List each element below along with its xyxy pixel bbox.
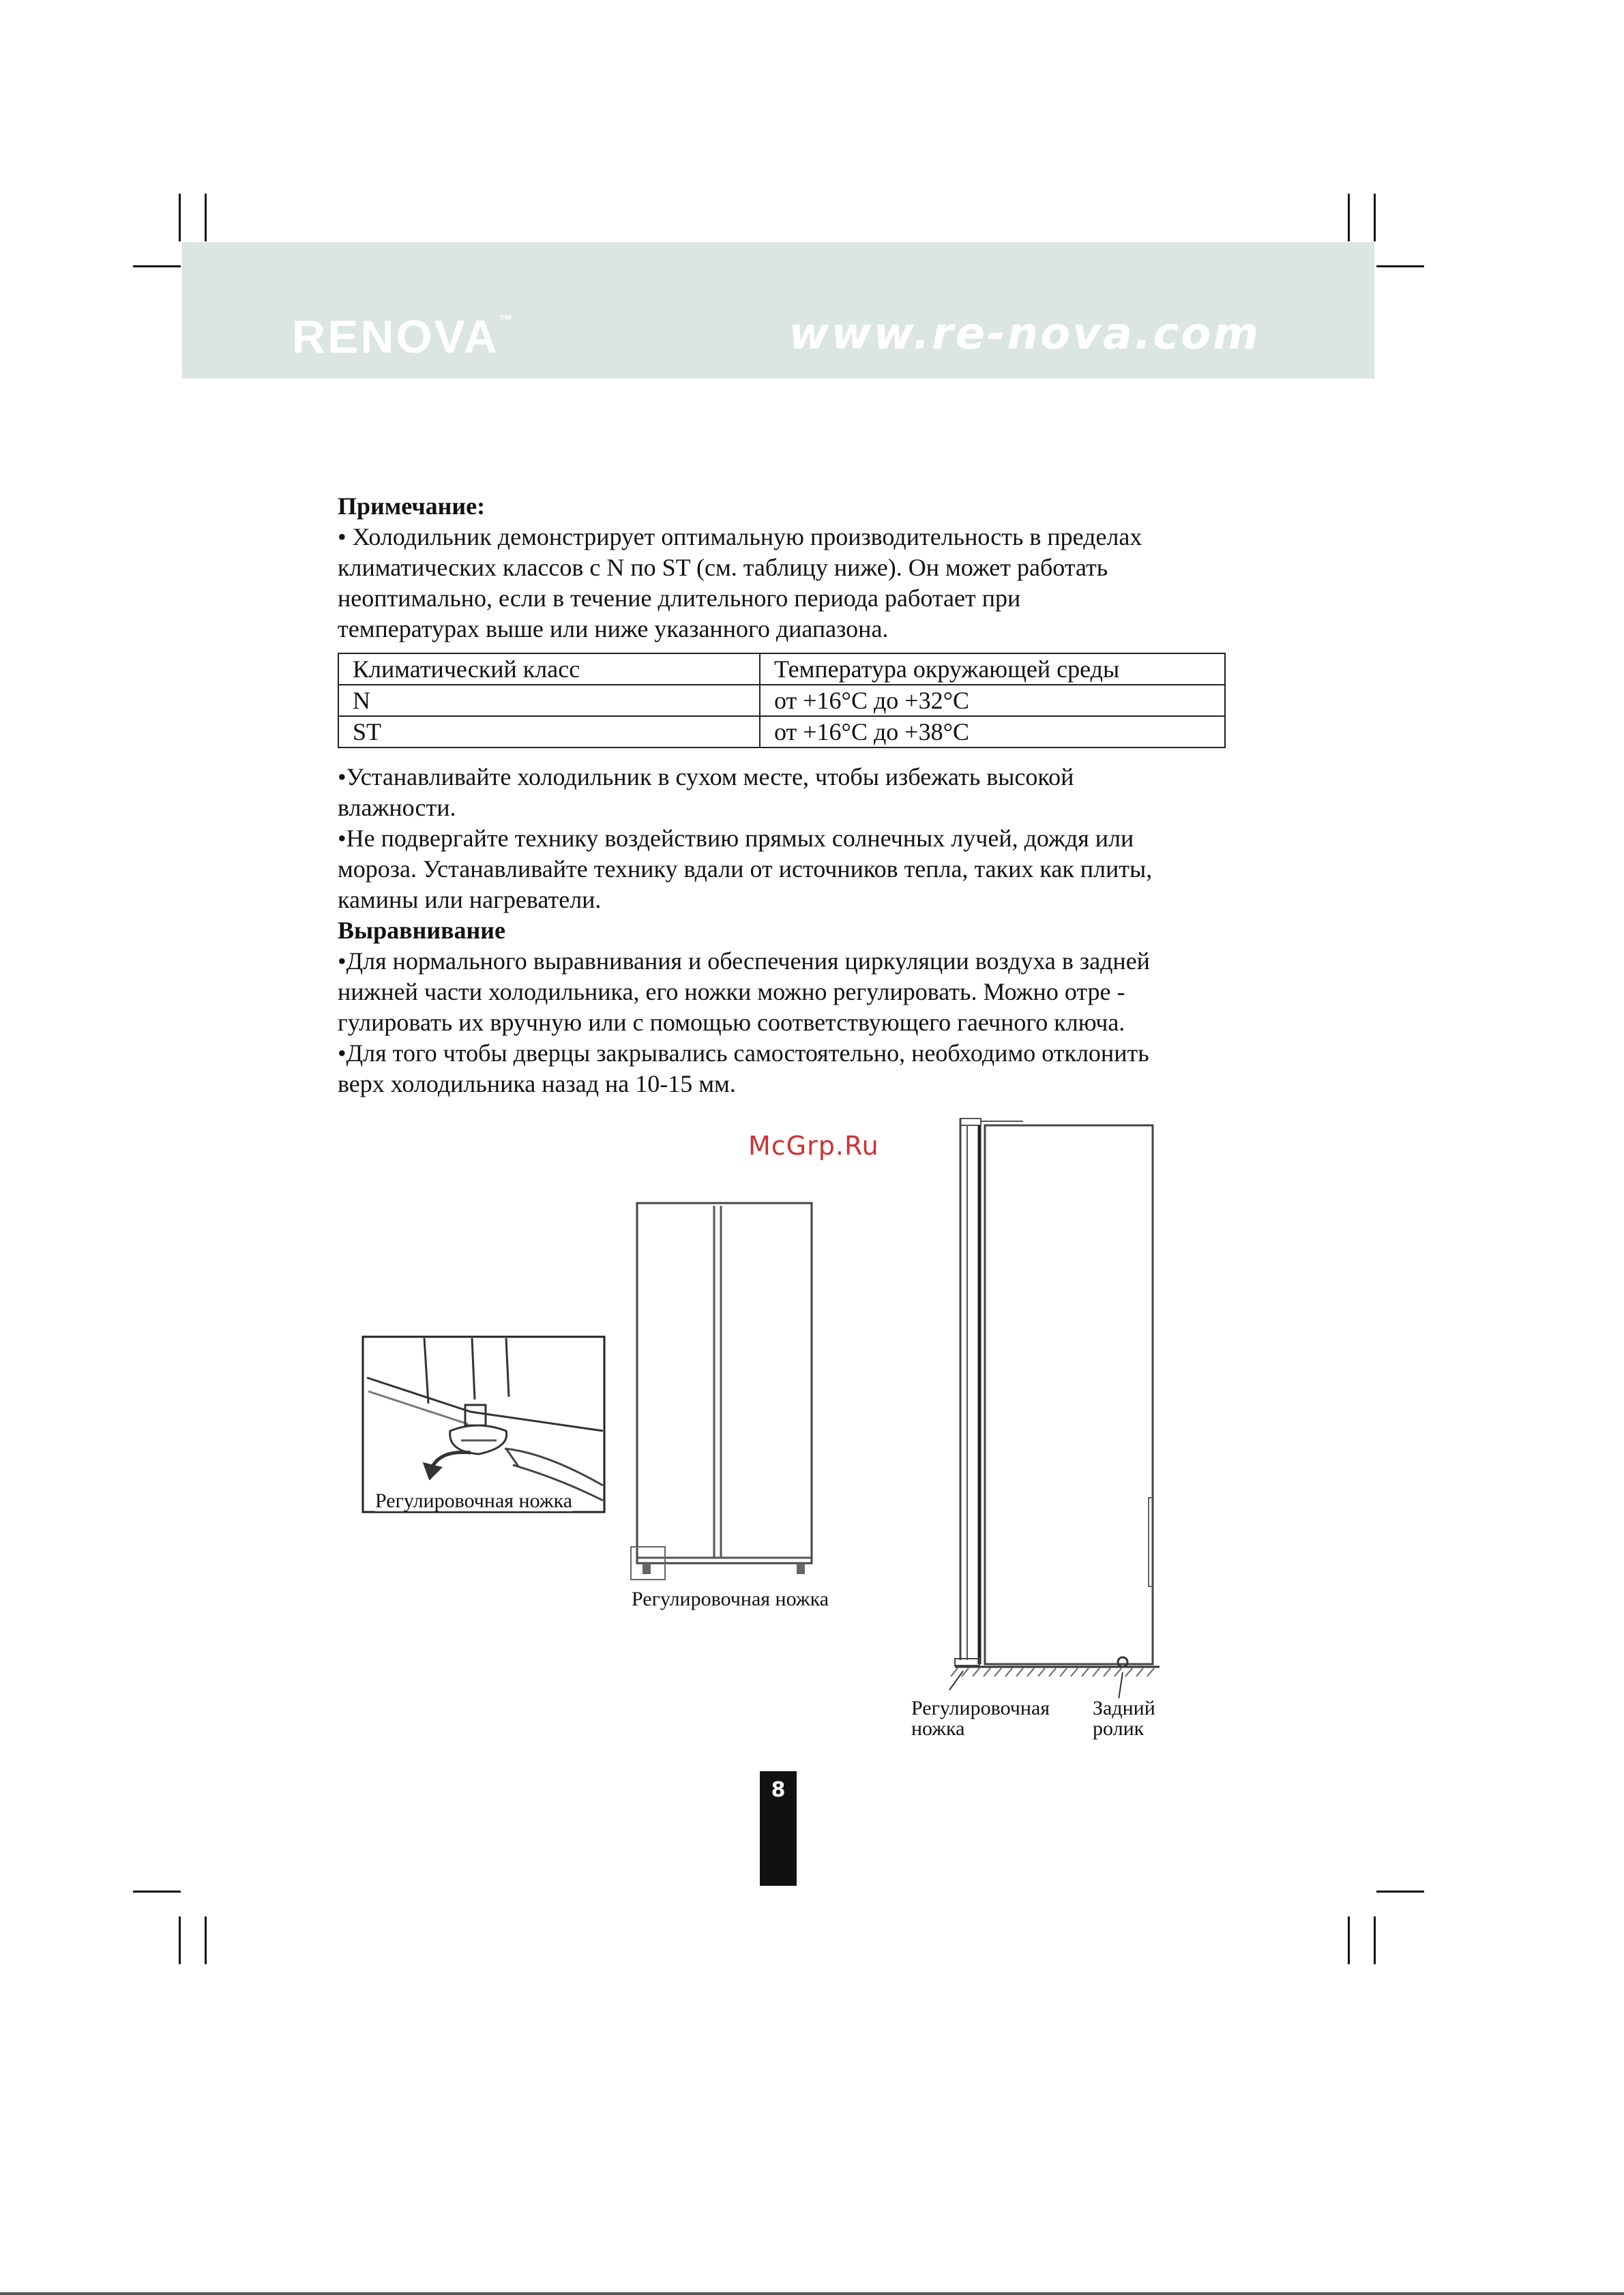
table-cell: N bbox=[338, 685, 760, 716]
side-caption-foot bbox=[911, 1698, 1050, 1739]
brand-logo: RENOVA™ bbox=[292, 311, 513, 363]
placement-line: •Устанавливайте холодильник в сухом месте, чтобы избежать высокой bbox=[338, 763, 1074, 790]
leveling-line: гулировать их вручную или с помощью соответствующего гаечного ключа. bbox=[338, 1009, 1125, 1036]
crop-mark bbox=[205, 1916, 207, 1964]
leveling-line: •Для нормального выравнивания и обеспечения циркуляции воздуха в задней bbox=[338, 947, 1150, 975]
leveling-line: верх холодильника назад на 10-15 мм. bbox=[338, 1070, 736, 1097]
page-number: 8 bbox=[771, 1778, 786, 1802]
watermark: McGrp.Ru bbox=[748, 1131, 879, 1161]
note-title: Примечание: bbox=[338, 492, 486, 520]
website-url: www.re-nova.com bbox=[788, 309, 1260, 359]
fridge-front-view bbox=[631, 1203, 812, 1580]
placement-line: мороза. Устанавливайте технику вдали от источников тепла, таких как плиты, bbox=[338, 855, 1153, 883]
side-caption-roller bbox=[1093, 1698, 1155, 1739]
side-caption-roller-line: ролик bbox=[1093, 1717, 1145, 1740]
note-line: • Холодильник демонстрирует оптимальную производительность в пределах bbox=[338, 523, 1142, 550]
note-line: неоптимально, если в течение длительного периода работает при bbox=[338, 584, 1021, 612]
fridge-side-view bbox=[949, 1119, 1160, 1700]
note-line: температурах выше или ниже указанного диапазона. bbox=[338, 615, 889, 642]
placement-line: камины или нагреватели. bbox=[338, 886, 602, 913]
crop-mark bbox=[133, 1891, 181, 1893]
table-cell: от +16°С до +38°С bbox=[760, 716, 1225, 747]
side-caption-foot-line: Регулировочная bbox=[911, 1697, 1050, 1719]
table-header-cell: Климатический класс bbox=[338, 653, 760, 685]
page-number-tab bbox=[760, 1771, 797, 1886]
placement-line: •Не подвергайте технику воздействию прямых солнечных лучей, дождя или bbox=[338, 825, 1134, 852]
crop-mark bbox=[179, 1916, 181, 1964]
detail-caption: Регулировочная ножка bbox=[375, 1490, 573, 1512]
bottom-edge bbox=[0, 2292, 1624, 2295]
foot-detail-inset bbox=[363, 1337, 604, 1512]
table-header-cell: Температура окружающей среды bbox=[760, 653, 1225, 685]
table-cell: ST bbox=[338, 716, 760, 747]
front-caption: Регулировочная ножка bbox=[632, 1588, 829, 1610]
crop-mark bbox=[1376, 1891, 1424, 1893]
trademark-mark: ™ bbox=[499, 313, 513, 328]
crop-mark bbox=[1348, 1916, 1350, 1964]
side-caption-foot-line: ножка bbox=[911, 1717, 965, 1740]
side-caption-roller-line: Задний bbox=[1093, 1697, 1155, 1719]
note-line: климатических классов с N по ST (см. таблицу ниже). Он может работать bbox=[338, 554, 1108, 581]
leveling-title: Выравнивание bbox=[338, 917, 505, 944]
leveling-line: нижней части холодильника, его ножки можно регулировать. Можно отре - bbox=[338, 978, 1125, 1005]
placement-line: влажности. bbox=[338, 794, 456, 821]
table-cell: от +16°С до +32°С bbox=[760, 685, 1225, 716]
crop-mark bbox=[1374, 1916, 1376, 1964]
leveling-line: •Для того чтобы дверцы закрывались самостоятельно, необходимо отклонить bbox=[338, 1039, 1149, 1067]
